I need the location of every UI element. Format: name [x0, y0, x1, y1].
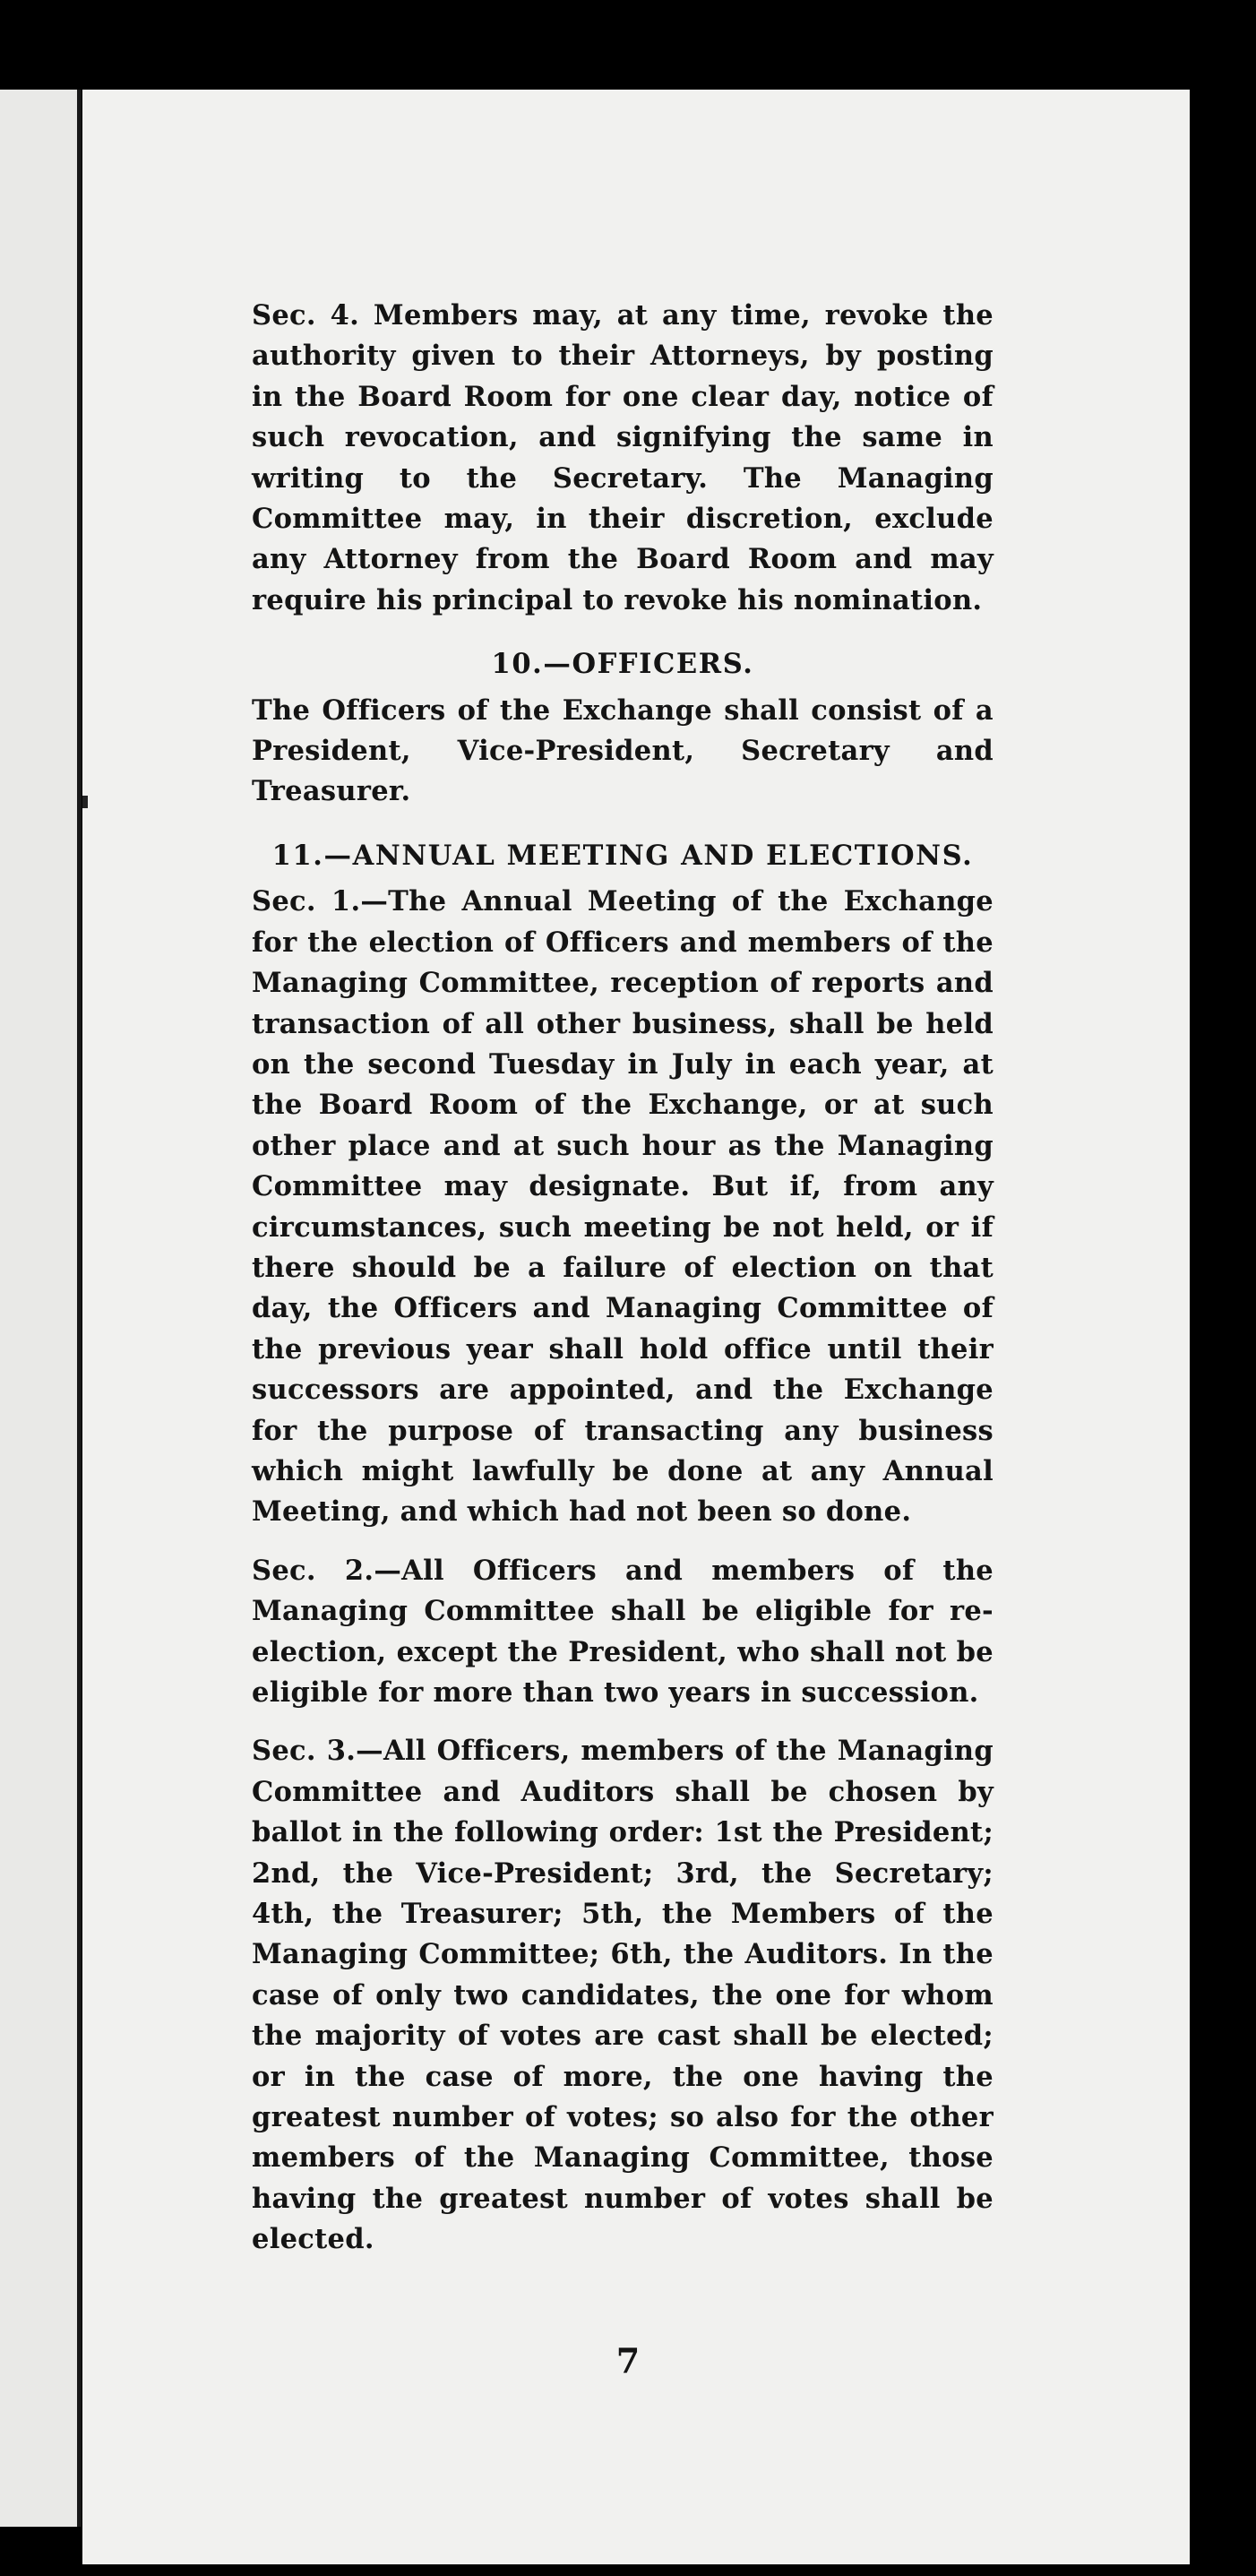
- adjacent-page-edge: [0, 90, 79, 2527]
- heading-annual-meeting: 11.—ANNUAL MEETING AND ELECTIONS.: [271, 839, 974, 872]
- annual-meeting-sec-3-paragraph: Sec. 3.—All Officers, members of the Managing Committee and Auditors shall be chosen by ballot in the following order: 1st the President; 2nd, the Vice-President; 3rd, the Secretary; 4th, the Treasurer; 5th, the Members of the Managing Committee; 6th, the Auditors. In the case of only two candidates, the one for whom the majority of votes are cast shall be elected; or in the case of more, the one having the greatest number of votes; so also for the other members of the Managing Committee, those having the greatest number of votes shall be elected.: [252, 1735, 994, 2256]
- officers-paragraph: The Officers of the Exchange shall consist of a President, Vice-President, Secretary and Treasurer.: [252, 694, 994, 808]
- binding-edge-line: [77, 90, 82, 2527]
- sec-4-paragraph: Sec. 4. Members may, at any time, revoke the authority given to their Attorneys, by posting in the Board Room for one clear day, notice of such revocation, and signifying the same in writing to the Secretary. The Managing Committee may, in their discretion, exclude any Attorney from the Board Room and may require his principal to revoke his nomination.: [252, 299, 994, 616]
- page-edge-mark: [82, 796, 88, 808]
- annual-meeting-sec-2-paragraph: Sec. 2.—All Officers and members of the Managing Committee shall be eligible for re-election, except the President, who shall not be eligible for more than two years in succession.: [252, 1554, 994, 1709]
- heading-officers: 10.—OFFICERS.: [491, 648, 754, 681]
- annual-meeting-sec-1-paragraph: Sec. 1.—The Annual Meeting of the Exchange for the election of Officers and members of the Managing Committee, reception of reports and transaction of all other business, shall be held on the second Tuesday in July in each year, at the Board Room of the Exchange, or at such other place and at such hour as the Managing Committee may designate. But if, from any circumstances, such meeting be not held, or if there should be a failure of election on that day, the Officers and Managing Committee of the previous year shall hold office until their successors are appointed, and the Exchange for the purpose of transacting any business which might lawfully be done at any Annual Meeting, and which had not been so done.: [252, 885, 994, 1529]
- page-body-text: [252, 296, 994, 2261]
- page-number: 7: [615, 2340, 641, 2381]
